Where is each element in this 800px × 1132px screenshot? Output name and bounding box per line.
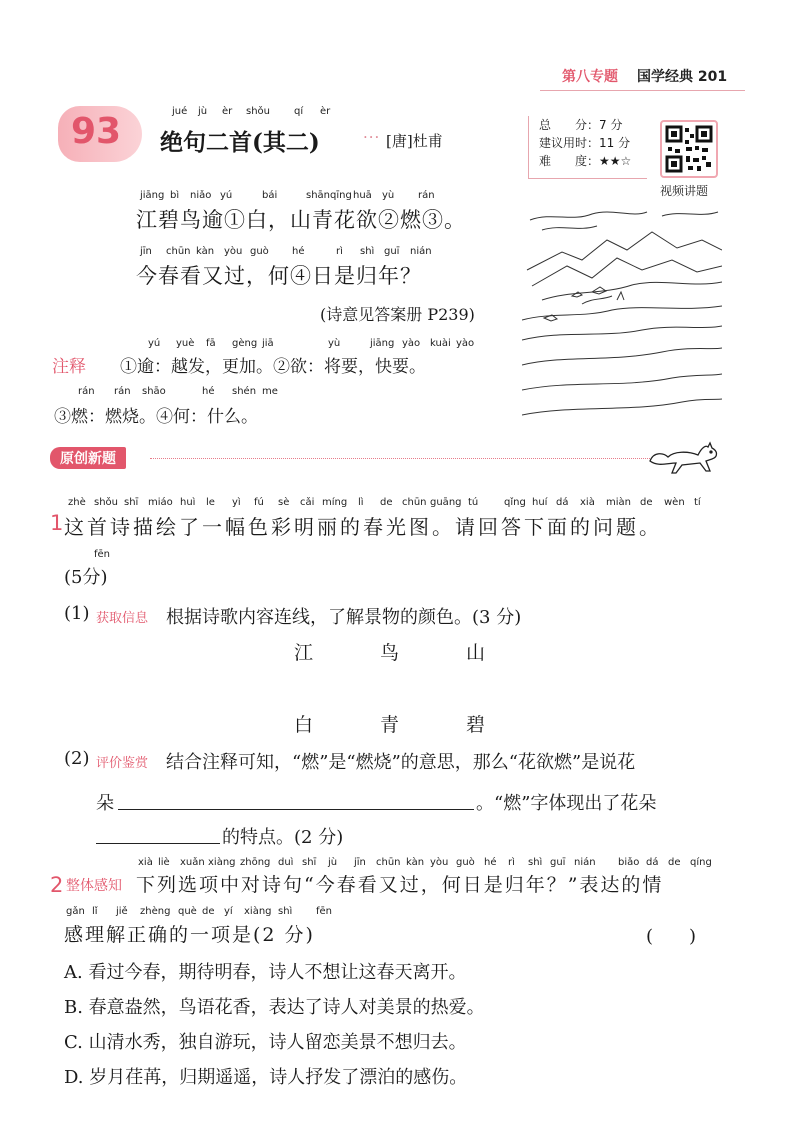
match-word-bi[interactable]: 碧	[466, 714, 486, 736]
q1-text: 这首诗描绘了一幅色彩明丽的春光图。请回答下面的问题。	[64, 515, 662, 539]
pinyin: èr	[320, 106, 331, 117]
pinyin: yòu	[430, 857, 449, 868]
pinyin: fú	[254, 497, 264, 508]
pinyin: jiā	[262, 338, 274, 349]
pinyin: huā	[353, 190, 372, 201]
original-question-tag: 原创新题	[50, 447, 126, 469]
q2-number: 2	[50, 873, 64, 897]
pinyin: rì	[336, 246, 343, 257]
pinyin: sè	[278, 497, 290, 508]
pinyin: zhōng	[240, 857, 271, 868]
pinyin: zhèng	[140, 906, 171, 917]
pinyin: zhè	[68, 497, 86, 508]
pinyin: qǐng	[504, 497, 526, 508]
q1-sub2-number: (2)	[64, 748, 90, 769]
poem-line-1: 江碧鸟逾①白，山青花欲②燃③。	[136, 208, 466, 232]
lesson-info-box	[528, 116, 647, 179]
note-line-2: ③燃：燃烧。④何：什么。	[54, 407, 258, 427]
pinyin: tú	[468, 497, 479, 508]
q1-sub2-line3: 的特点。(2 分)	[222, 827, 344, 848]
pinyin: dá	[556, 497, 569, 508]
pinyin: yòu	[224, 246, 243, 257]
pinyin: xiàng	[244, 906, 272, 917]
pinyin: hé	[292, 246, 305, 257]
q1-score: (5分)	[64, 567, 108, 588]
q1-sub1-tag: 获取信息	[96, 611, 149, 626]
pinyin: rì	[508, 857, 515, 868]
pinyin: fēn	[316, 906, 333, 917]
pinyin: kuài	[430, 338, 451, 349]
answer-reference: (诗意见答案册 P239)	[320, 305, 475, 324]
pinyin: huí	[532, 497, 548, 508]
match-word-niao[interactable]: 鸟	[380, 642, 400, 664]
pinyin: shī	[124, 497, 139, 508]
answer-blank-1[interactable]	[118, 808, 474, 810]
pinyin: nián	[574, 857, 596, 868]
pinyin: de	[202, 906, 215, 917]
q2-option-c[interactable]: C. 山清水秀，独自游玩，诗人留恋美景不想归去。	[64, 1032, 467, 1053]
pinyin: huì	[180, 497, 196, 508]
q2-option-d[interactable]: D. 岁月荏苒，归期遥遥，诗人抒发了漂泊的感伤。	[64, 1067, 468, 1088]
pinyin: hé	[484, 857, 497, 868]
pinyin: guò	[250, 246, 269, 257]
pinyin: shì	[278, 906, 293, 917]
pinyin: miàn	[606, 497, 631, 508]
q1-sub2-line2-start: 朵	[96, 793, 114, 814]
lesson-number-badge	[58, 106, 142, 162]
q1-sub2-text: 结合注释可知，“燃”是“燃烧”的意思，那么“花欲燃”是说花	[166, 752, 636, 773]
q1-sub1-text: 根据诗歌内容连线，了解景物的颜色。(3 分)	[166, 607, 522, 628]
pinyin: qí	[294, 106, 304, 117]
q2-answer-paren[interactable]: ( )	[646, 926, 697, 947]
pinyin: yù	[328, 338, 341, 349]
q2-text-line1: 下列选项中对诗句“今春看又过，何日是归年？”表达的情	[136, 874, 664, 896]
q1-number: 1	[50, 511, 64, 535]
pinyin: èr	[222, 106, 233, 117]
q2-option-a[interactable]: A. 看过今春，期待明春，诗人不想让这春天离开。	[64, 962, 467, 983]
pinyin: yù	[382, 190, 395, 201]
pinyin: shǒu	[94, 497, 119, 508]
pinyin: xiàng	[208, 857, 236, 868]
pinyin: shāo	[142, 386, 166, 397]
pinyin: tí	[694, 497, 701, 508]
pinyin: de	[380, 497, 393, 508]
pinyin: de	[668, 857, 681, 868]
pinyin: shānqīng	[306, 190, 352, 201]
pinyin: yú	[148, 338, 161, 349]
pinyin: xià	[580, 497, 595, 508]
pinyin: jué	[172, 106, 188, 117]
qr-code-icon[interactable]	[660, 120, 718, 178]
pinyin: yì	[232, 497, 241, 508]
pinyin: chūn	[376, 857, 401, 868]
pinyin: lì	[358, 497, 364, 508]
pinyin: rán	[418, 190, 435, 201]
match-word-jiang[interactable]: 江	[294, 642, 314, 664]
dotted-divider	[150, 458, 650, 459]
pinyin: gèng	[232, 338, 258, 349]
poem-line-2: 今春看又过，何④日是归年？	[136, 264, 422, 288]
pinyin: kàn	[196, 246, 215, 257]
pinyin: bái	[262, 190, 278, 201]
pinyin: yí	[224, 906, 233, 917]
pinyin: jiě	[116, 906, 128, 917]
pinyin: kàn	[406, 857, 425, 868]
lesson-title: 绝句二首(其二)	[160, 129, 320, 156]
pinyin: rán	[114, 386, 131, 397]
pinyin: miáo	[148, 497, 173, 508]
total-score: 总 分：7 分	[539, 118, 623, 132]
lesson-number: 93	[71, 111, 122, 152]
header-divider	[540, 90, 745, 91]
pinyin: xuǎn	[180, 857, 205, 868]
pinyin: shén	[232, 386, 257, 397]
pinyin: biǎo	[618, 857, 640, 868]
pinyin: de	[640, 497, 653, 508]
pinyin: shì	[360, 246, 375, 257]
pinyin: chūn	[402, 497, 427, 508]
section-label: 第八专题	[562, 69, 618, 85]
poem-author: [唐]杜甫	[386, 132, 443, 150]
answer-blank-2[interactable]	[96, 842, 220, 844]
notes-label: 注释	[52, 357, 86, 377]
q2-tag: 整体感知	[66, 878, 122, 894]
pinyin: shì	[528, 857, 543, 868]
pinyin: yào	[402, 338, 421, 349]
cat-icon	[648, 437, 720, 481]
pinyin: yuè	[176, 338, 195, 349]
pinyin: gǎn	[66, 906, 85, 917]
pinyin: míng	[322, 497, 348, 508]
pinyin: jiāng	[140, 190, 165, 201]
pinyin: jiāng	[370, 338, 395, 349]
match-word-shan[interactable]: 山	[466, 642, 486, 664]
match-word-qing[interactable]: 青	[380, 714, 400, 736]
pinyin: duì	[278, 857, 294, 868]
q2-text-line2: 感理解正确的一项是(2 分)	[64, 924, 315, 946]
pinyin: nián	[410, 246, 432, 257]
pinyin: niǎo	[190, 190, 212, 201]
pinyin: bì	[170, 190, 180, 201]
landscape-illustration	[522, 200, 722, 435]
book-page-label: 国学经典 201	[637, 69, 728, 85]
note-line-1: ①逾：越发，更加。②欲：将要，快要。	[120, 357, 426, 377]
q1-score-pinyin: fēn	[94, 549, 111, 560]
q1-sub2-line2-end: 。“燃”字体现出了花朵	[476, 793, 657, 814]
pinyin: hé	[202, 386, 215, 397]
pinyin: rán	[78, 386, 95, 397]
pinyin: guāng	[430, 497, 462, 508]
pinyin: yào	[456, 338, 475, 349]
pinyin: jīn	[140, 246, 152, 257]
q1-sub2-tag: 评价鉴赏	[96, 756, 149, 771]
pinyin: guò	[456, 857, 475, 868]
pinyin: fā	[206, 338, 216, 349]
pinyin: lǐ	[92, 906, 98, 917]
pinyin: wèn	[664, 497, 685, 508]
pinyin: yú	[220, 190, 233, 201]
q1-sub1-number: (1)	[64, 603, 90, 624]
pinyin: guī	[550, 857, 566, 868]
pinyin: le	[206, 497, 215, 508]
pinyin: guī	[384, 246, 400, 257]
pinyin: liè	[158, 857, 170, 868]
pinyin: jù	[198, 106, 208, 117]
q2-option-b[interactable]: B. 春意盎然，鸟语花香，表达了诗人对美景的热爱。	[64, 997, 485, 1018]
pinyin: shī	[302, 857, 317, 868]
match-word-bai[interactable]: 白	[294, 714, 314, 736]
suggested-time: 建议用时：11 分	[539, 136, 631, 150]
pinyin: jù	[328, 857, 338, 868]
pinyin: jīn	[354, 857, 366, 868]
pinyin: qíng	[690, 857, 712, 868]
difficulty: 难 度：★★☆	[539, 154, 632, 168]
pinyin: chūn	[166, 246, 191, 257]
title-dots: ···	[363, 128, 381, 146]
pinyin: me	[262, 386, 278, 397]
qr-caption: 视频讲题	[660, 184, 709, 198]
pinyin: dá	[646, 857, 659, 868]
pinyin: què	[178, 906, 197, 917]
pinyin: cǎi	[300, 497, 315, 508]
pinyin: shǒu	[246, 106, 271, 117]
pinyin: xià	[138, 857, 153, 868]
